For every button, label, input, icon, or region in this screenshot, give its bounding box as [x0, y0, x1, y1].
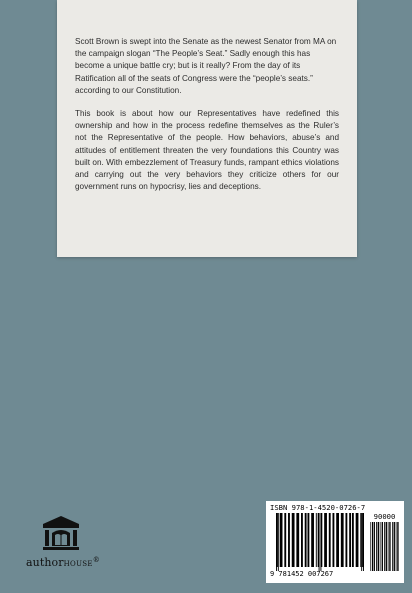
barcode-bar: [316, 513, 317, 567]
barcode-bar: [284, 513, 286, 567]
blurb-panel: [57, 0, 357, 257]
barcode-bar: [333, 513, 335, 567]
barcode-bar: [374, 522, 375, 571]
blurb-paragraph-1: Scott Brown is swept into the Senate as the newest Senator from MA on the campaign slogan “The People’s Seat.” Sadly enough this has become a unique battle cry; but is it really? From the day of its Ratification all of the seats of Congress were the “people’s seats.” according to our Constitution.: [75, 37, 337, 95]
publisher-name-part2: HOUSE: [63, 560, 93, 568]
barcode-bar: [386, 522, 387, 571]
isbn-text: ISBN 978-1-4520-0726-7: [270, 503, 366, 512]
barcode-bar: [352, 513, 354, 567]
barcode-bar: [311, 513, 314, 567]
publisher-logo: [26, 515, 116, 575]
barcode-bar: [296, 513, 299, 567]
barcode-guard-bar: [276, 513, 277, 571]
barcode-bar: [372, 522, 373, 571]
addon-digits: 90000: [373, 512, 396, 521]
barcode-bar: [288, 513, 290, 567]
publisher-name: [26, 556, 100, 569]
barcode-guard-bar: [278, 513, 279, 571]
barcode-bar: [397, 522, 398, 571]
barcode-bar: [292, 513, 295, 567]
addon-barcode-bars: [370, 522, 399, 571]
authorhouse-building-icon: [41, 515, 81, 551]
registered-mark: ®: [92, 556, 100, 564]
barcode-bar: [378, 522, 379, 571]
barcode-bar: [384, 522, 385, 571]
barcode-bar: [349, 513, 351, 567]
barcode-area: [270, 513, 400, 577]
barcode-bar: [341, 513, 344, 567]
barcode-bar: [376, 522, 377, 571]
barcode-bar: [307, 513, 309, 567]
barcode-guard-bar: [319, 513, 320, 571]
barcode-bar: [370, 522, 371, 571]
barcode-bar: [324, 513, 327, 567]
barcode-bar: [360, 513, 361, 567]
barcode-bar: [390, 522, 391, 571]
barcode-bar: [380, 522, 381, 571]
barcode-bar: [329, 513, 331, 567]
ean-barcode-bars: [276, 513, 364, 571]
blurb-paragraph-2: This book is about how our Representatives have redefined this ownership and how in the process redefine themselves as the Ruler’s not the Representative of the people. How behaviors, abuse’s and attitudes of entitlement threaten the very foundations this Country was built on. With embezzlement of Treasury funds, rampant ethics violations and carrying out the very behaviors they criticize others for our government runs on hypocrisy, lies and deceptions.: [75, 109, 339, 192]
barcode-bar: [394, 522, 395, 571]
barcode-bar: [280, 513, 283, 567]
barcode-bar: [389, 522, 390, 571]
ean-digits: 9 781452 007267: [270, 570, 334, 578]
barcode-bar: [392, 522, 393, 571]
barcode-bar: [301, 513, 303, 567]
barcode-bar: [336, 513, 339, 567]
barcode-guard-bar: [363, 513, 364, 571]
barcode-bar: [398, 522, 399, 571]
isbn-barcode: [266, 501, 404, 583]
barcode-bar: [305, 513, 307, 567]
publisher-name-part1: author: [26, 556, 64, 569]
barcode-guard-bar: [320, 513, 321, 571]
barcode-bar: [382, 522, 383, 571]
barcode-bar: [345, 513, 347, 567]
barcode-guard-bar: [361, 513, 362, 571]
barcode-bar: [356, 513, 359, 567]
